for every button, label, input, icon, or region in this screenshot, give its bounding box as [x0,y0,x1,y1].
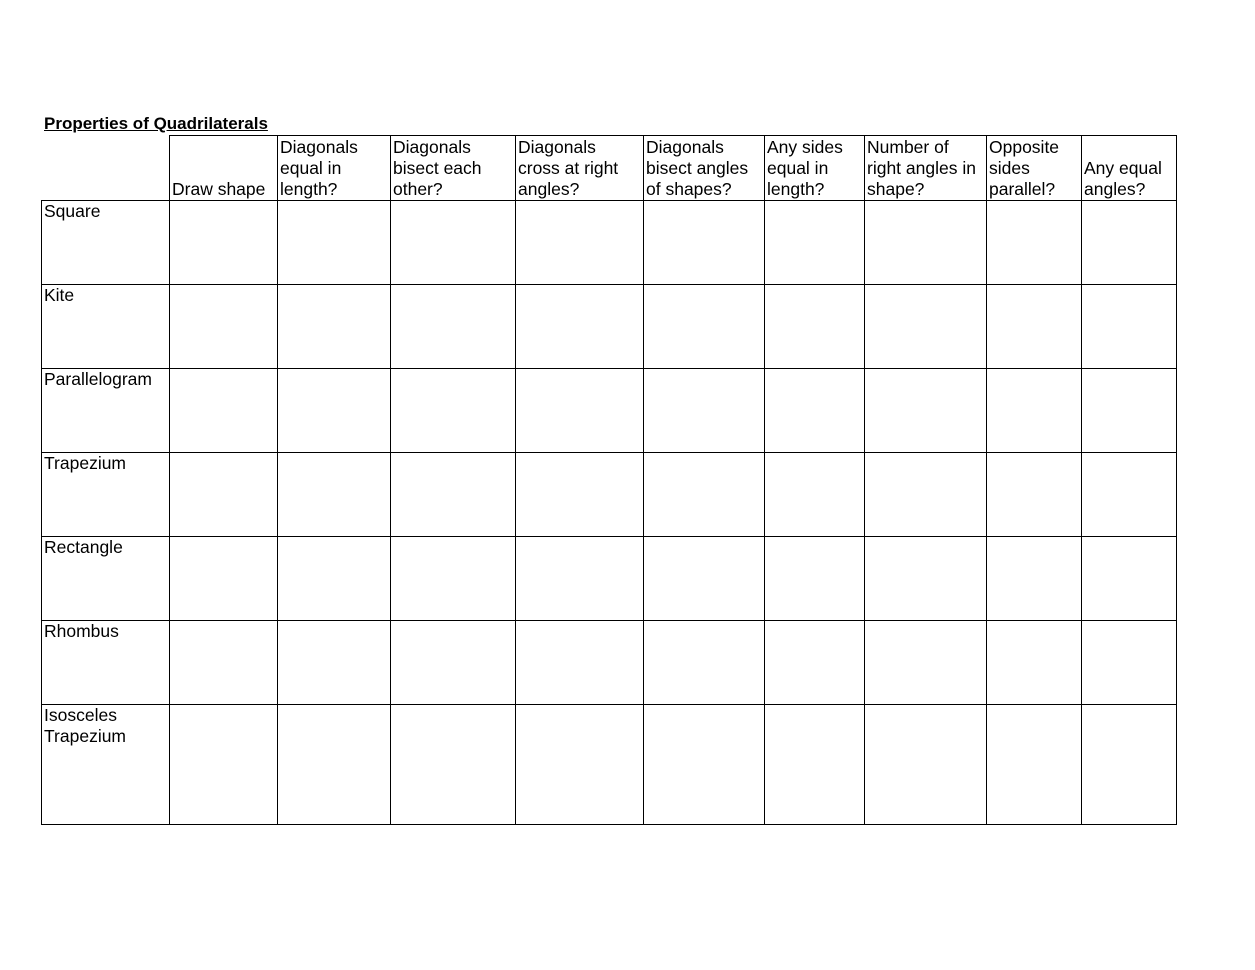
answer-cell [170,621,278,705]
answer-cell [644,621,765,705]
answer-cell [865,369,987,453]
header-label: Number of right angles in shape? [867,137,976,199]
answer-cell [516,285,644,369]
answer-cell [170,705,278,825]
header-label: Draw shape [172,179,266,199]
answer-cell [987,369,1082,453]
answer-cell [987,705,1082,825]
answer-cell [987,621,1082,705]
table-row [42,537,1177,621]
answer-cell [391,453,516,537]
properties-table [41,135,1177,825]
header-label: Diagonals equal in length? [280,137,358,199]
answer-cell [516,201,644,285]
answer-cell [765,369,865,453]
table-row [42,285,1177,369]
answer-cell [516,453,644,537]
answer-cell [1082,537,1177,621]
header-corner-cell [42,136,170,201]
answer-cell [1082,201,1177,285]
header-row [42,136,1177,201]
answer-cell [278,285,391,369]
table-row [42,621,1177,705]
row-label-parallelogram: Parallelogram [42,369,170,453]
answer-cell [987,285,1082,369]
answer-cell [516,369,644,453]
answer-cell [1082,621,1177,705]
answer-cell [1082,369,1177,453]
answer-cell [865,705,987,825]
header-diagonals-bisect [391,136,516,201]
answer-cell [170,369,278,453]
answer-cell [644,369,765,453]
answer-cell [644,285,765,369]
header-label: Any sides equal in length? [767,137,843,199]
answer-cell [1082,285,1177,369]
header-draw-shape [170,136,278,201]
answer-cell [1082,705,1177,825]
answer-cell [278,621,391,705]
row-label-trapezium: Trapezium [42,453,170,537]
header-diagonals-right-angles [516,136,644,201]
row-label-rectangle: Rectangle [42,537,170,621]
row-label-rhombus: Rhombus [42,621,170,705]
header-diagonals-equal [278,136,391,201]
answer-cell [987,453,1082,537]
answer-cell [516,705,644,825]
answer-cell [278,705,391,825]
header-right-angles-count [865,136,987,201]
header-label: Opposite sides parallel? [989,137,1060,199]
answer-cell [170,285,278,369]
header-label: Any equal angles? [1084,158,1162,199]
row-label-isosceles-trapezium: Isosceles Trapezium [42,705,170,825]
table-row [42,369,1177,453]
answer-cell [765,621,865,705]
header-label: Diagonals bisect angles of shapes? [646,137,749,199]
answer-cell [278,537,391,621]
worksheet-title: Properties of Quadrilaterals [44,114,268,133]
answer-cell [391,705,516,825]
answer-cell [278,201,391,285]
answer-cell [765,705,865,825]
table-row [42,453,1177,537]
answer-cell [987,537,1082,621]
header-diagonals-bisect-angles [644,136,765,201]
header-opposite-sides-parallel [987,136,1082,201]
answer-cell [865,537,987,621]
answer-cell [1082,453,1177,537]
answer-cell [765,537,865,621]
row-label-square: Square [42,201,170,285]
answer-cell [644,705,765,825]
answer-cell [391,201,516,285]
answer-cell [170,537,278,621]
answer-cell [391,537,516,621]
answer-cell [865,621,987,705]
answer-cell [865,285,987,369]
answer-cell [170,453,278,537]
header-label: Diagonals bisect each other? [393,137,482,199]
answer-cell [865,453,987,537]
answer-cell [391,621,516,705]
answer-cell [391,369,516,453]
table-row [42,201,1177,285]
answer-cell [765,201,865,285]
answer-cell [516,621,644,705]
header-label: Diagonals cross at right angles? [518,137,619,199]
answer-cell [987,201,1082,285]
answer-cell [644,453,765,537]
answer-cell [644,537,765,621]
answer-cell [516,537,644,621]
answer-cell [765,285,865,369]
header-sides-equal [765,136,865,201]
answer-cell [765,453,865,537]
header-equal-angles [1082,136,1177,201]
row-label-kite: Kite [42,285,170,369]
answer-cell [278,369,391,453]
table-row [42,705,1177,825]
answer-cell [278,453,391,537]
answer-cell [644,201,765,285]
answer-cell [170,201,278,285]
answer-cell [865,201,987,285]
answer-cell [391,285,516,369]
